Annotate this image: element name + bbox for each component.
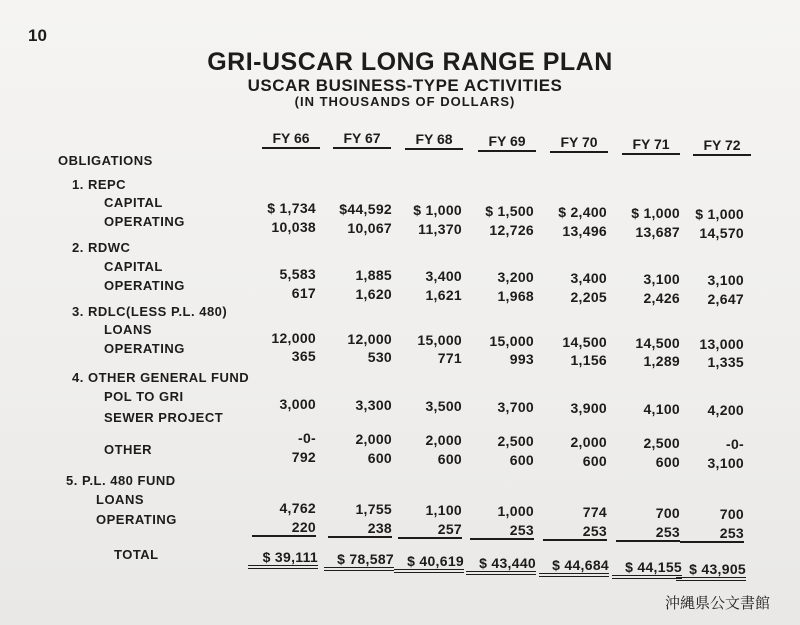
cell-other-col2: 2,000 (425, 432, 462, 448)
cell-other-2-col5: 600 (655, 454, 680, 470)
cell-rdlc-loans-col4: 14,500 (562, 334, 607, 350)
cell-other-col1: 2,000 (355, 431, 392, 447)
row-label: POL TO GRI (104, 389, 184, 404)
cell-pl480-operating-col6: 253 (680, 525, 744, 543)
group-label-repc: 1. REPC (72, 177, 127, 192)
cell-rdlc-loans-col3: 15,000 (489, 333, 534, 349)
cell-other-2-col6: 3,100 (707, 455, 744, 471)
cell-pl480-operating-col3: 253 (470, 522, 534, 540)
cell-total-col2: $ 40,619 (394, 553, 464, 573)
row-label: OPERATING (104, 214, 185, 229)
row-label: SEWER PROJECT (104, 410, 224, 425)
cell-repc-capital-col5: $ 1,000 (631, 205, 680, 221)
cell-rdwc-operating-col0: 617 (291, 285, 316, 301)
cell-pol-to-gri-col3: 3,700 (497, 399, 534, 415)
cell-repc-operating-col5: 13,687 (635, 224, 680, 240)
row-label: OTHER (104, 442, 152, 457)
cell-rdwc-operating-col4: 2,205 (570, 289, 607, 305)
cell-rdlc-loans-col1: 12,000 (347, 331, 392, 347)
col-header-fy68: FY 68 (405, 131, 463, 150)
cell-rdwc-operating-col6: 2,647 (707, 291, 744, 307)
cell-rdwc-capital-col5: 3,100 (643, 271, 680, 287)
cell-pl480-loans-col2: 1,100 (425, 502, 462, 518)
cell-rdwc-operating-col3: 1,968 (497, 288, 534, 304)
cell-rdlc-operating-col0: 365 (291, 348, 316, 364)
cell-other-2-col3: 600 (509, 452, 534, 468)
group-label-other-general-fund: 4. OTHER GENERAL FUND (72, 370, 250, 385)
row-label: OPERATING (104, 341, 185, 356)
cell-other-col4: 2,000 (570, 434, 607, 450)
cell-other-col0: -0- (297, 430, 316, 446)
cell-rdwc-operating-col5: 2,426 (643, 290, 680, 306)
cell-total-col3: $ 43,440 (466, 555, 536, 575)
cell-pl480-operating-col4: 253 (543, 523, 607, 541)
cell-rdwc-capital-col3: 3,200 (497, 269, 534, 285)
cell-other-2-col4: 600 (582, 453, 607, 469)
document-subtitle: USCAR BUSINESS-TYPE ACTIVITIES (247, 76, 563, 95)
cell-total-col4: $ 44,684 (539, 557, 609, 577)
cell-pol-to-gri-col1: 3,300 (355, 397, 392, 413)
cell-pl480-operating-col5: 253 (616, 524, 680, 542)
cell-total-col5: $ 44,155 (612, 559, 682, 579)
cell-repc-capital-col6: $ 1,000 (695, 206, 744, 222)
cell-pl480-operating-col1: 238 (328, 520, 392, 538)
cell-rdlc-loans-col5: 14,500 (635, 335, 680, 351)
row-label: LOANS (104, 322, 152, 337)
row-label: CAPITAL (104, 195, 163, 210)
cell-pol-to-gri-col2: 3,500 (425, 398, 462, 414)
cell-rdwc-capital-col2: 3,400 (425, 268, 462, 284)
cell-rdwc-operating-col1: 1,620 (355, 286, 392, 302)
cell-rdlc-loans-col2: 15,000 (417, 332, 462, 348)
cell-total-col1: $ 78,587 (324, 551, 394, 571)
obligations-header: OBLIGATIONS (58, 153, 153, 168)
cell-pl480-loans-col0: 4,762 (279, 500, 316, 516)
cell-repc-capital-col0: $ 1,734 (267, 200, 316, 216)
cell-other-col6: -0- (725, 436, 744, 452)
col-header-fy66: FY 66 (262, 130, 320, 149)
cell-rdwc-capital-col6: 3,100 (707, 272, 744, 288)
cell-repc-operating-col6: 14,570 (699, 225, 744, 241)
cell-repc-capital-col1: $44,592 (339, 201, 392, 217)
units-note: (IN THOUSANDS OF DOLLARS) (294, 94, 516, 109)
cell-rdwc-capital-col1: 1,885 (355, 267, 392, 283)
cell-total-col6: $ 43,905 (676, 561, 746, 581)
cell-repc-operating-col2: 11,370 (418, 221, 462, 237)
cell-pl480-loans-col5: 700 (655, 505, 680, 521)
cell-total-col0: $ 39,111 (248, 549, 318, 569)
row-label: CAPITAL (104, 259, 163, 274)
cell-repc-capital-col4: $ 2,400 (558, 204, 607, 220)
cell-rdlc-operating-col6: 1,335 (707, 354, 744, 370)
cell-repc-operating-col4: 13,496 (562, 223, 607, 239)
group-label-pl480: 5. P.L. 480 FUND (66, 473, 176, 488)
cell-rdwc-capital-col4: 3,400 (570, 270, 607, 286)
cell-repc-capital-col2: $ 1,000 (413, 202, 462, 218)
page-number: 10 (28, 26, 47, 45)
cell-rdlc-operating-col5: 1,289 (643, 353, 680, 369)
col-header-fy70: FY 70 (550, 134, 608, 153)
col-header-fy72: FY 72 (693, 137, 751, 156)
cell-pol-to-gri-col5: 4,100 (643, 401, 680, 417)
row-label: LOANS (96, 492, 144, 507)
cell-pol-to-gri-col6: 4,200 (707, 402, 744, 418)
cell-rdlc-loans-col6: 13,000 (699, 336, 744, 352)
cell-pl480-operating-col0: 220 (252, 519, 316, 537)
cell-rdlc-operating-col4: 1,156 (570, 352, 607, 368)
cell-pol-to-gri-col4: 3,900 (570, 400, 607, 416)
cell-rdwc-operating-col2: 1,621 (425, 287, 462, 303)
cell-pl480-loans-col1: 1,755 (355, 501, 392, 517)
cell-other-2-col1: 600 (367, 450, 392, 466)
archive-stamp: 沖縄県公文書館 (664, 594, 770, 612)
row-label: OPERATING (96, 512, 177, 527)
row-label: OPERATING (104, 278, 185, 293)
group-label-rdlc: 3. RDLC(LESS P.L. 480) (72, 304, 228, 319)
cell-repc-operating-col0: 10,038 (271, 219, 316, 235)
cell-repc-operating-col1: 10,067 (347, 220, 392, 236)
cell-pl480-loans-col6: 700 (719, 506, 744, 522)
col-header-fy67: FY 67 (333, 130, 391, 149)
cell-pl480-loans-col4: 774 (582, 504, 607, 520)
cell-rdlc-operating-col1: 530 (367, 349, 392, 365)
document-title: GRI-USCAR LONG RANGE PLAN (207, 48, 613, 76)
cell-pol-to-gri-col0: 3,000 (279, 396, 316, 412)
cell-rdlc-loans-col0: 12,000 (271, 330, 316, 346)
cell-other-2-col2: 600 (437, 451, 462, 467)
cell-rdlc-operating-col3: 993 (509, 351, 534, 367)
col-header-fy71: FY 71 (622, 136, 680, 155)
cell-other-col5: 2,500 (643, 435, 680, 451)
group-label-rdwc: 2. RDWC (72, 240, 131, 255)
col-header-fy69: FY 69 (478, 133, 536, 152)
cell-pl480-loans-col3: 1,000 (497, 503, 534, 519)
cell-rdwc-capital-col0: 5,583 (279, 266, 316, 282)
cell-other-2-col0: 792 (291, 449, 316, 465)
cell-other-col3: 2,500 (497, 433, 534, 449)
total-label: TOTAL (114, 547, 159, 562)
cell-pl480-operating-col2: 257 (398, 521, 462, 539)
cell-repc-capital-col3: $ 1,500 (485, 203, 534, 219)
cell-rdlc-operating-col2: 771 (437, 350, 462, 366)
cell-repc-operating-col3: 12,726 (489, 222, 534, 238)
